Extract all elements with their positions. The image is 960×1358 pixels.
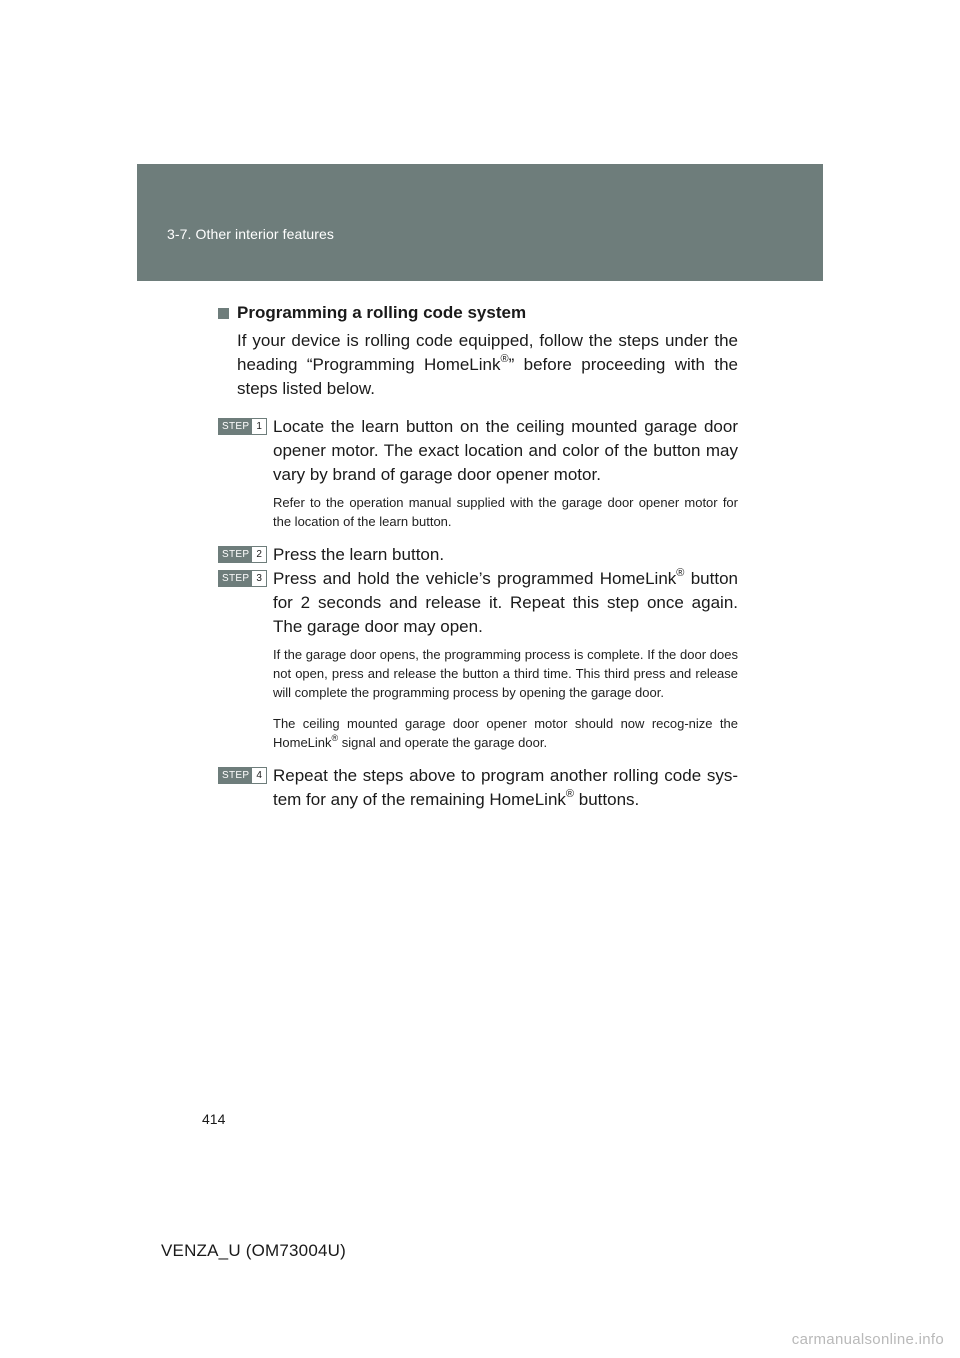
section-title: 3-7. Other interior features — [167, 226, 334, 242]
registered-mark: ® — [565, 788, 575, 800]
step-badge-word: STEP — [219, 419, 252, 434]
step-badge-number: 3 — [252, 571, 266, 586]
step-text-before: Press and hold the vehicle’s programmed HomeLink — [273, 569, 677, 588]
step-badge-word: STEP — [219, 768, 252, 783]
intro-paragraph — [237, 329, 738, 401]
step-badge-number: 4 — [252, 768, 266, 783]
section-header-band — [137, 164, 823, 281]
document-code: VENZA_U (OM73004U) — [161, 1241, 346, 1260]
step-badge — [218, 767, 267, 784]
note-text-before: The ceiling mounted garage door opener motor should now recog-nize the HomeLink — [273, 716, 738, 750]
step-badge-word: STEP — [219, 547, 252, 562]
step-text: Locate the learn button on the ceiling mounted garage door opener motor. The exact location and color of the button may vary by brand of garage door opener motor. — [273, 417, 738, 484]
step-badge — [218, 570, 267, 587]
intro-text-after: ” before proceeding with the steps listed below. — [237, 355, 738, 398]
registered-mark: ® — [331, 733, 339, 743]
step-text-before: Repeat the steps above to program another rolling code sys-tem for any of the remaining HomeLink — [273, 766, 738, 809]
step-badge-number: 2 — [252, 547, 266, 562]
step-2 — [218, 543, 738, 567]
step-badge-number: 1 — [252, 419, 266, 434]
step-text: Press the learn button. — [273, 545, 445, 564]
step-text — [273, 567, 738, 639]
step-text — [273, 764, 738, 812]
registered-mark: ® — [676, 567, 685, 579]
square-bullet-icon — [218, 308, 229, 319]
step-badge — [218, 418, 267, 435]
intro-text-before: If your device is rolling code equipped, follow the steps under the heading “Programming HomeLink — [237, 331, 738, 374]
main-content — [218, 303, 738, 814]
watermark-link[interactable]: carmanualsonline.info — [791, 1331, 944, 1348]
step-note: Refer to the operation manual supplied with the garage door opener motor for the location of the learn button. — [273, 495, 738, 529]
step-badge — [218, 546, 267, 563]
step-note: If the garage door opens, the programming process is complete. If the door does not open, press and release the button a third time. This third press and release will complete the programming process by opening the garage door. — [273, 647, 738, 700]
step-text-after: button for 2 seconds and release it. Repeat this step once again. The garage door may open. — [273, 569, 738, 636]
step-text-after: buttons. — [574, 790, 640, 809]
subheading-text: Programming a rolling code system — [237, 303, 527, 322]
registered-mark: ® — [500, 353, 509, 365]
step-note — [273, 714, 738, 752]
step-4 — [218, 764, 738, 812]
note-text-after: signal and operate the garage door. — [338, 735, 548, 750]
step-3 — [218, 567, 738, 752]
subheading — [218, 303, 738, 323]
page-number: 414 — [202, 1111, 226, 1127]
step-1 — [218, 415, 738, 531]
step-badge-word: STEP — [219, 571, 252, 586]
